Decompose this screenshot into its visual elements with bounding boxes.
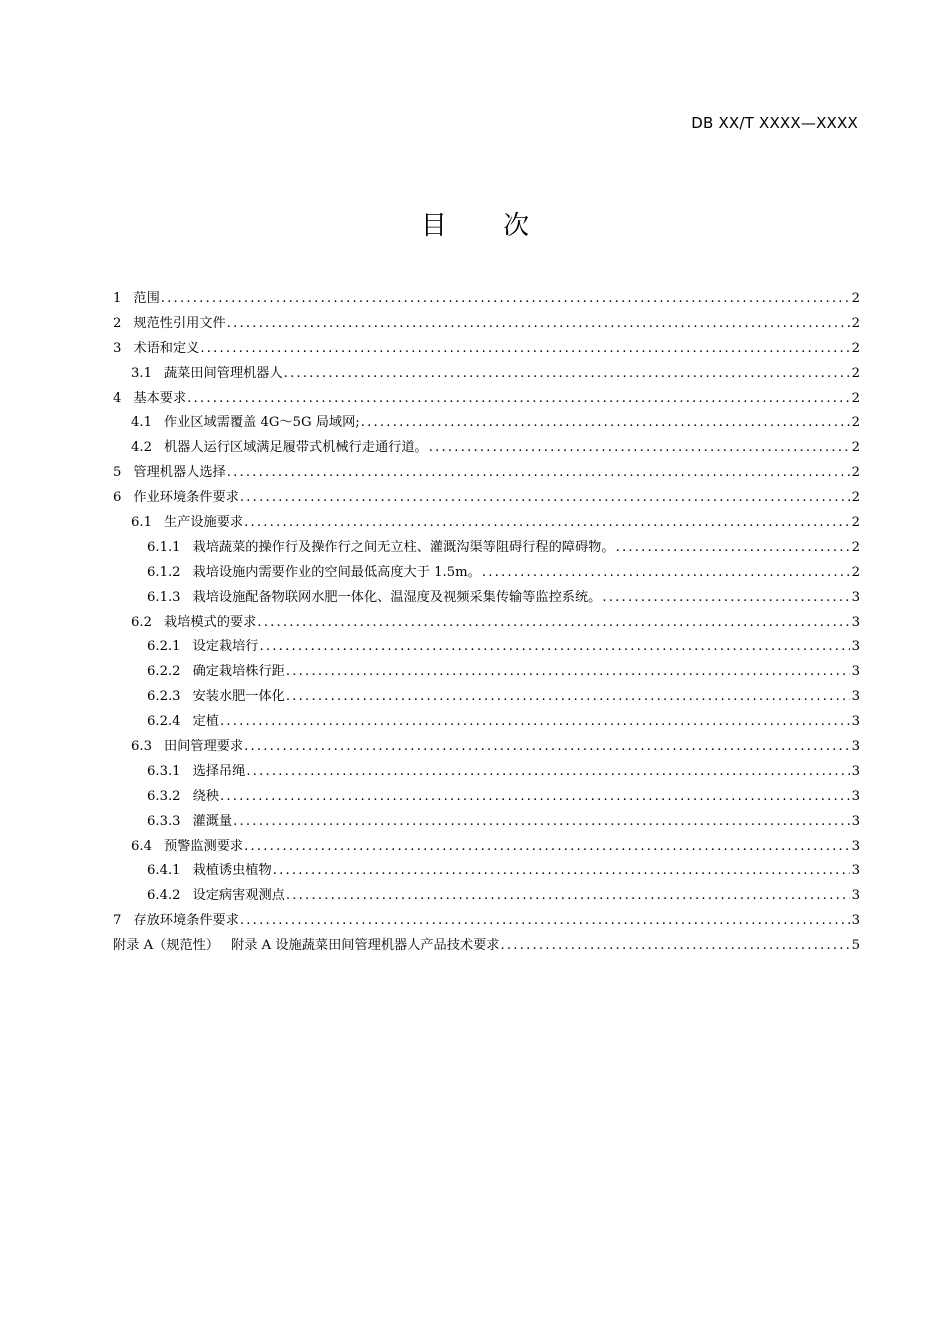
toc-entry-page: 3 [851,739,860,755]
toc-entry-page: 2 [851,340,860,356]
toc-entry-number: 6.3.2 [147,788,181,804]
toc-entry-label: 栽培设施配备物联网水肥一体化、温湿度及视频采集传输等监控系统。 [192,589,602,605]
toc-leader-dots [501,938,850,953]
toc-entry-page: 3 [851,689,860,705]
toc-entry-page: 3 [851,838,860,854]
toc-leader-dots [361,415,850,430]
toc-entry-label: 生产设施要求 [163,515,244,531]
toc-leader-dots [187,391,849,406]
toc-entry-number: 6.4.1 [147,863,181,879]
toc-leader-dots [616,540,850,555]
table-of-contents [113,287,860,959]
toc-leader-dots [240,490,850,505]
toc-entry-number: 6.1.1 [147,539,181,555]
toc-entry-number: 6 [113,490,122,506]
toc-entry[interactable] [113,561,860,586]
toc-entry-label: 设定栽培行 [192,639,259,655]
toc-entry-number: 3.1 [131,365,152,381]
toc-entry-number: 3 [113,340,122,356]
toc-leader-dots [233,814,849,829]
toc-entry-label: 附录 A 设施蔬菜田间管理机器人产品技术要求 [231,938,500,954]
toc-entry[interactable] [113,461,860,486]
toc-entry-number: 6.1.3 [147,589,181,605]
toc-entry-page: 2 [851,539,860,555]
toc-entry-label: 栽培蔬菜的操作行及操作行之间无立柱、灌溉沟渠等阻碍行程的障碍物。 [192,539,615,555]
document-code: DB XX/T XXXX—XXXX [691,114,858,132]
toc-entry[interactable] [113,685,860,710]
toc-entry-label: 选择吊绳 [192,763,246,779]
toc-entry-number: 6.3.3 [147,813,181,829]
toc-entry-number: 6.2.1 [147,639,181,655]
toc-entry-page: 2 [851,390,860,406]
toc-entry-number: 6.1.2 [147,564,181,580]
toc-entry-page: 2 [851,515,860,531]
toc-entry[interactable] [113,735,860,760]
toc-entry-label: 绕秧 [192,788,219,804]
toc-leader-dots [260,639,850,654]
toc-entry-page: 3 [851,614,860,630]
toc-entry-page: 3 [851,788,860,804]
toc-entry-label: 栽植诱虫植物 [192,863,272,879]
toc-entry-label: 田间管理要求 [163,739,244,755]
toc-entry[interactable] [113,436,860,461]
toc-entry-label: 规范性引用文件 [133,315,226,331]
toc-leader-dots [286,664,850,679]
toc-leader-dots [286,888,850,903]
toc-entry-number: 4.1 [131,415,152,431]
toc-entry-label: 灌溉量 [192,813,233,829]
toc-entry-number: 6.2.4 [147,714,181,730]
toc-entry[interactable] [113,859,860,884]
toc-leader-dots [200,341,849,356]
toc-entry-number: 4 [113,390,122,406]
toc-leader-dots [220,789,850,804]
toc-leader-dots [482,565,850,580]
toc-entry-number: 6.2 [131,614,152,630]
toc-entry[interactable] [113,710,860,735]
toc-entry-label: 蔬菜田间管理机器人 [163,365,283,381]
toc-entry-page: 3 [851,589,860,605]
toc-entry[interactable] [113,835,860,860]
toc-entry-label: 存放环境条件要求 [133,913,239,929]
toc-entry-page: 2 [851,490,860,506]
toc-entry[interactable] [113,511,860,536]
toc-entry[interactable] [113,611,860,636]
toc-leader-dots [273,863,850,878]
toc-entry[interactable] [113,909,860,934]
toc-entry-page: 2 [851,465,860,481]
toc-entry-label: 术语和定义 [133,340,200,356]
toc-entry[interactable] [113,785,860,810]
toc-entry-page: 3 [851,888,860,904]
toc-entry-page: 2 [851,415,860,431]
toc-entry-label: 作业环境条件要求 [133,490,239,506]
toc-entry[interactable] [113,337,860,362]
toc-entry-number: 6.2.3 [147,689,181,705]
toc-entry-number: 6.1 [131,515,152,531]
toc-entry-page: 3 [851,763,860,779]
toc-entry-page: 2 [851,365,860,381]
toc-entry-page: 3 [851,714,860,730]
toc-entry-page: 5 [851,938,860,954]
toc-leader-dots [220,714,850,729]
toc-entry-label: 预警监测要求 [163,838,244,854]
toc-leader-dots [429,440,850,455]
toc-entry-number: 4.2 [131,440,152,456]
toc-entry-number: 6.4.2 [147,888,181,904]
toc-leader-dots [227,465,850,480]
toc-leader-dots [244,839,850,854]
toc-entry-number: 6.4 [131,838,152,854]
toc-entry[interactable] [113,884,860,909]
toc-entry[interactable] [113,934,860,959]
toc-entry-label: 安装水肥一体化 [192,689,285,705]
toc-leader-dots [284,366,850,381]
toc-leader-dots [246,764,849,779]
toc-leader-dots [227,316,850,331]
toc-leader-dots [244,515,850,530]
toc-entry-number: 6.3 [131,739,152,755]
toc-entry[interactable] [113,635,860,660]
toc-entry-label: 作业区域需覆盖 4G～5G 局域网; [163,415,360,431]
toc-entry-page: 2 [851,315,860,331]
toc-entry-label: 范围 [133,291,160,306]
toc-entry[interactable] [113,660,860,685]
toc-entry[interactable] [113,411,860,436]
toc-entry-label: 栽培模式的要求 [163,614,257,630]
toc-leader-dots [602,590,849,605]
toc-entry[interactable] [113,810,860,835]
toc-entry-number: 6.3.1 [147,763,181,779]
toc-entry-number: 6.2.2 [147,664,181,680]
toc-leader-dots [161,291,850,306]
toc-entry-page: 2 [851,291,860,306]
toc-entry[interactable] [113,287,860,312]
toc-entry-label: 基本要求 [133,390,187,406]
toc-entry-number: 附录 A（规范性） [113,938,220,954]
toc-leader-dots [286,689,850,704]
toc-entry-number: 1 [113,291,122,306]
toc-entry-label: 管理机器人选择 [133,465,226,481]
toc-entry[interactable] [113,312,860,337]
toc-entry-label: 确定栽培株行距 [192,664,285,680]
toc-entry-page: 3 [851,664,860,680]
toc-entry-label: 栽培设施内需要作业的空间最低高度大于 1.5m。 [192,564,481,580]
toc-entry-label: 设定病害观测点 [192,888,285,904]
toc-entry-page: 2 [851,440,860,456]
toc-entry-page: 3 [851,913,860,929]
toc-entry[interactable] [113,362,860,387]
toc-leader-dots [257,615,849,630]
toc-entry[interactable] [113,387,860,412]
toc-entry[interactable] [113,486,860,511]
toc-entry-page: 3 [851,813,860,829]
toc-entry-page: 2 [851,564,860,580]
toc-entry-label: 定植 [192,714,219,730]
toc-entry-page: 3 [851,863,860,879]
toc-entry-number: 5 [113,465,122,481]
toc-leader-dots [240,913,850,928]
toc-entry-number: 2 [113,315,122,331]
toc-entry-page: 3 [851,639,860,655]
toc-entry[interactable] [113,586,860,611]
toc-entry-label: 机器人运行区域满足履带式机械行走通行道。 [163,440,428,456]
toc-leader-dots [244,739,850,754]
page-title: 目 次 [420,211,554,241]
toc-entry[interactable] [113,536,860,561]
toc-entry[interactable] [113,760,860,785]
toc-entry-number: 7 [113,913,122,929]
